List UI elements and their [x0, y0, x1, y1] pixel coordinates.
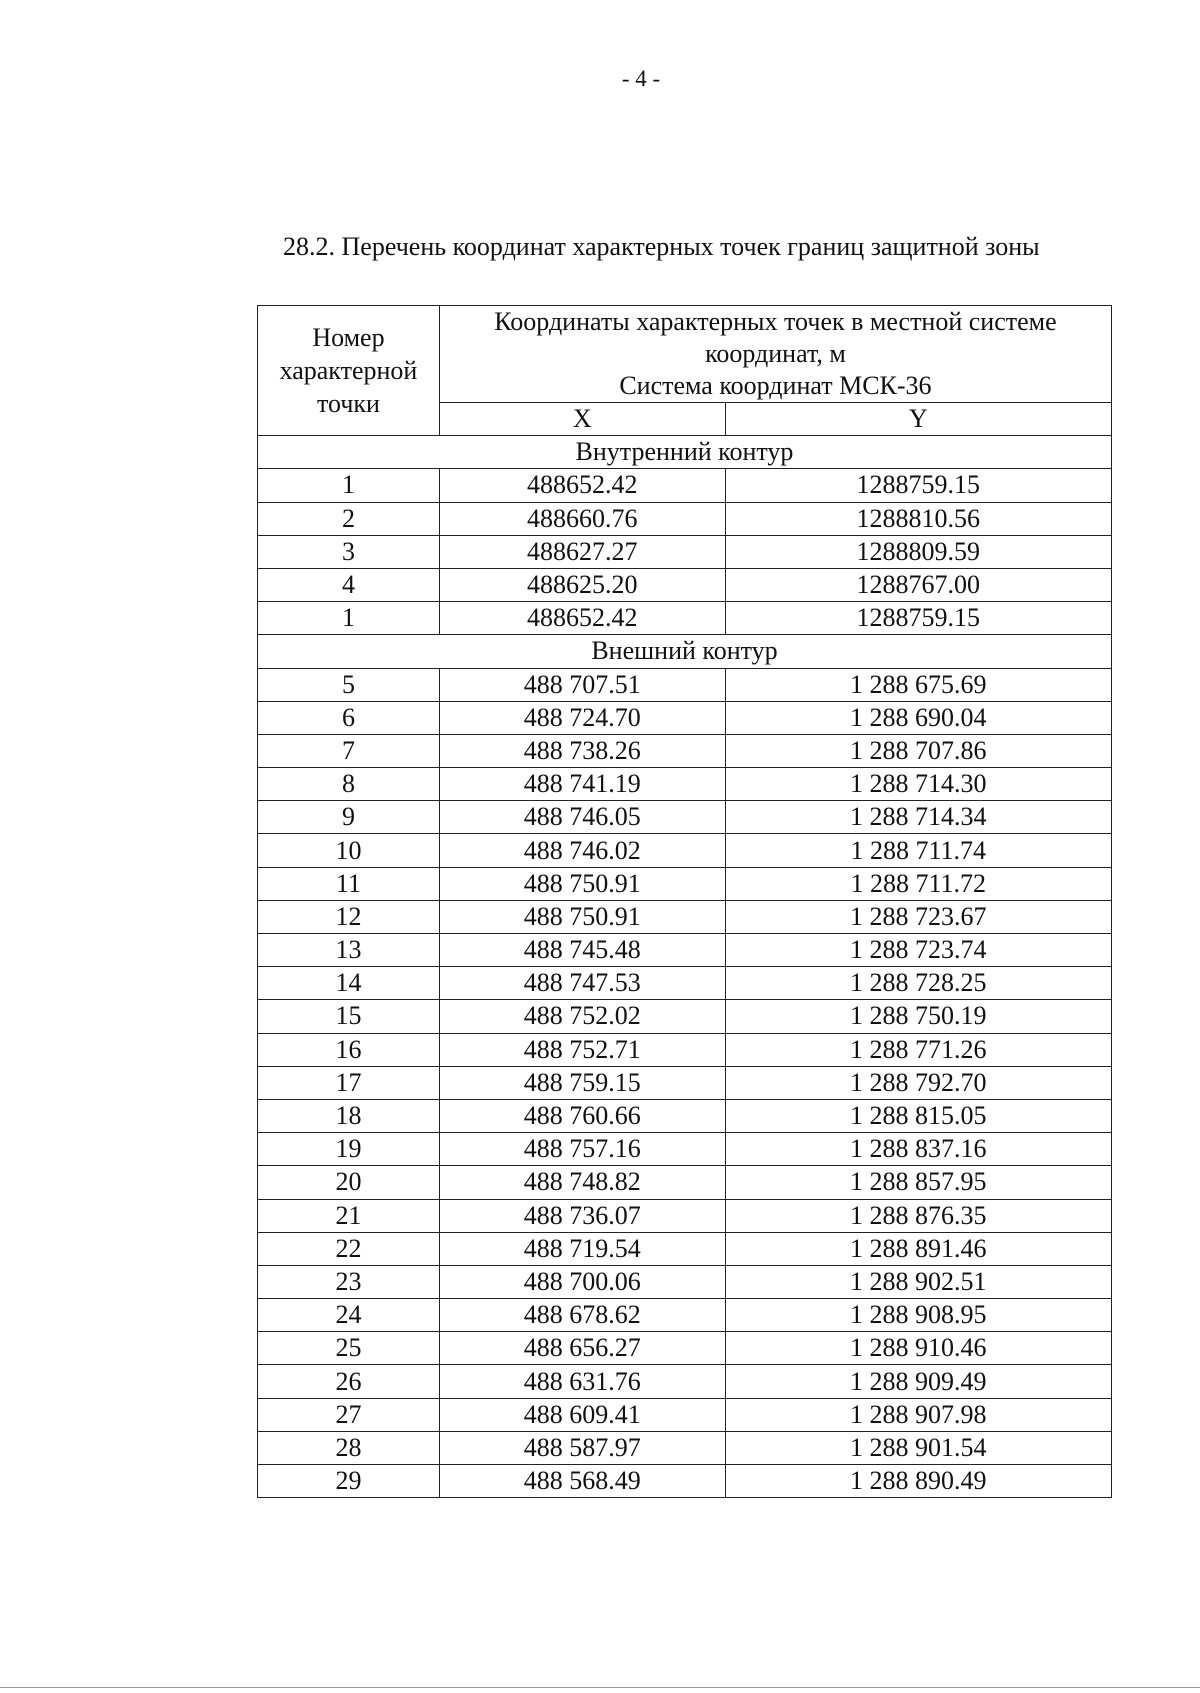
- y-coordinate-cell: 1 288 750.19: [725, 1000, 1111, 1033]
- y-coordinate-cell: 1 288 908.95: [725, 1299, 1111, 1332]
- point-number-cell: 14: [258, 967, 440, 1000]
- x-coordinate-cell: 488627.27: [439, 535, 725, 568]
- table-row: [258, 834, 1112, 867]
- table-row: [258, 1066, 1112, 1099]
- point-number-cell: 4: [258, 568, 440, 601]
- y-coordinate-cell: 1 288 723.67: [725, 900, 1111, 933]
- table-row: [258, 602, 1112, 635]
- table-row: [258, 1033, 1112, 1066]
- section-title: Внешний контур: [258, 635, 1112, 668]
- point-number-cell: 1: [258, 469, 440, 502]
- y-coordinate-cell: 1 288 714.34: [725, 801, 1111, 834]
- header-point-number-line: точки: [316, 389, 380, 419]
- y-coordinate-cell: 1288759.15: [725, 602, 1111, 635]
- point-number-cell: 21: [258, 1199, 440, 1232]
- header-point-number: [258, 306, 440, 436]
- x-coordinate-cell: 488 631.76: [439, 1365, 725, 1398]
- point-number-cell: 9: [258, 801, 440, 834]
- header-y: Y: [725, 403, 1111, 436]
- x-coordinate-cell: 488 568.49: [439, 1465, 725, 1498]
- table-row: [258, 1332, 1112, 1365]
- table-body: [258, 436, 1112, 1498]
- y-coordinate-cell: 1 288 792.70: [725, 1066, 1111, 1099]
- x-coordinate-cell: 488 724.70: [439, 701, 725, 734]
- point-number-cell: 15: [258, 1000, 440, 1033]
- section-row: [258, 635, 1112, 668]
- table-row: [258, 1398, 1112, 1431]
- header-x: X: [439, 403, 725, 436]
- point-number-cell: 1: [258, 602, 440, 635]
- y-coordinate-cell: 1 288 690.04: [725, 701, 1111, 734]
- x-coordinate-cell: 488 752.71: [439, 1033, 725, 1066]
- x-coordinate-cell: 488 760.66: [439, 1099, 725, 1132]
- point-number-cell: 6: [258, 701, 440, 734]
- table-row: [258, 1265, 1112, 1298]
- table-row: [258, 1166, 1112, 1199]
- y-coordinate-cell: 1 288 890.49: [725, 1465, 1111, 1498]
- x-coordinate-cell: 488652.42: [439, 602, 725, 635]
- point-number-cell: 12: [258, 900, 440, 933]
- header-coordinates-line: Координаты характерных точек в местной системе: [494, 307, 1057, 336]
- point-number-cell: 5: [258, 668, 440, 701]
- point-number-cell: 17: [258, 1066, 440, 1099]
- table-row: [258, 801, 1112, 834]
- y-coordinate-cell: 1 288 902.51: [725, 1265, 1111, 1298]
- x-coordinate-cell: 488 757.16: [439, 1133, 725, 1166]
- point-number-cell: 22: [258, 1232, 440, 1265]
- point-number-cell: 28: [258, 1431, 440, 1464]
- x-coordinate-cell: 488 748.82: [439, 1166, 725, 1199]
- x-coordinate-cell: 488 745.48: [439, 934, 725, 967]
- y-coordinate-cell: 1288809.59: [725, 535, 1111, 568]
- coordinates-table: [257, 305, 1112, 1498]
- x-coordinate-cell: 488 741.19: [439, 768, 725, 801]
- table-row: [258, 568, 1112, 601]
- y-coordinate-cell: 1 288 891.46: [725, 1232, 1111, 1265]
- x-coordinate-cell: 488 738.26: [439, 734, 725, 767]
- y-coordinate-cell: 1 288 728.25: [725, 967, 1111, 1000]
- y-coordinate-cell: 1 288 711.74: [725, 834, 1111, 867]
- section-row: [258, 436, 1112, 469]
- y-coordinate-cell: 1288810.56: [725, 502, 1111, 535]
- table-row: [258, 1299, 1112, 1332]
- y-coordinate-cell: 1 288 675.69: [725, 668, 1111, 701]
- table-row: [258, 867, 1112, 900]
- y-coordinate-cell: 1 288 711.72: [725, 867, 1111, 900]
- document-title: 28.2. Перечень координат характерных точек границ защитной зоны: [283, 232, 1040, 261]
- y-coordinate-cell: 1 288 815.05: [725, 1099, 1111, 1132]
- point-number-cell: 29: [258, 1465, 440, 1498]
- point-number-cell: 19: [258, 1133, 440, 1166]
- y-coordinate-cell: 1 288 714.30: [725, 768, 1111, 801]
- table-row: [258, 900, 1112, 933]
- x-coordinate-cell: 488 707.51: [439, 668, 725, 701]
- x-coordinate-cell: 488 746.02: [439, 834, 725, 867]
- x-coordinate-cell: 488625.20: [439, 568, 725, 601]
- y-coordinate-cell: 1 288 837.16: [725, 1133, 1111, 1166]
- y-coordinate-cell: 1288759.15: [725, 469, 1111, 502]
- page-number: - 4 -: [621, 66, 661, 91]
- point-number-cell: 10: [258, 834, 440, 867]
- table-row: [258, 768, 1112, 801]
- x-coordinate-cell: 488 736.07: [439, 1199, 725, 1232]
- table-row: [258, 1199, 1112, 1232]
- point-number-cell: 26: [258, 1365, 440, 1398]
- table-row: [258, 1465, 1112, 1498]
- header-coordinates: [439, 306, 1111, 403]
- x-coordinate-cell: 488 609.41: [439, 1398, 725, 1431]
- table-row: [258, 502, 1112, 535]
- x-coordinate-cell: 488 746.05: [439, 801, 725, 834]
- table-row: [258, 1000, 1112, 1033]
- point-number-cell: 11: [258, 867, 440, 900]
- table-row: [258, 535, 1112, 568]
- y-coordinate-cell: 1 288 909.49: [725, 1365, 1111, 1398]
- page-bottom-rule: [0, 1687, 1200, 1688]
- x-coordinate-cell: 488 750.91: [439, 867, 725, 900]
- y-coordinate-cell: 1 288 901.54: [725, 1431, 1111, 1464]
- table-row: [258, 934, 1112, 967]
- point-number-cell: 13: [258, 934, 440, 967]
- header-point-number-line: характерной: [279, 356, 418, 386]
- table-row: [258, 1133, 1112, 1166]
- point-number-cell: 8: [258, 768, 440, 801]
- table-header: [258, 306, 1112, 436]
- table-row: [258, 1232, 1112, 1265]
- point-number-cell: 18: [258, 1099, 440, 1132]
- y-coordinate-cell: 1 288 910.46: [725, 1332, 1111, 1365]
- point-number-cell: 24: [258, 1299, 440, 1332]
- point-number-cell: 23: [258, 1265, 440, 1298]
- table-row: [258, 469, 1112, 502]
- x-coordinate-cell: 488 759.15: [439, 1066, 725, 1099]
- x-coordinate-cell: 488 747.53: [439, 967, 725, 1000]
- point-number-cell: 20: [258, 1166, 440, 1199]
- x-coordinate-cell: 488 750.91: [439, 900, 725, 933]
- y-coordinate-cell: 1 288 707.86: [725, 734, 1111, 767]
- table-row: [258, 1099, 1112, 1132]
- header-coordinates-line: координат, м: [705, 339, 846, 368]
- table-row: [258, 967, 1112, 1000]
- x-coordinate-cell: 488660.76: [439, 502, 725, 535]
- table-row: [258, 734, 1112, 767]
- table-row: [258, 1431, 1112, 1464]
- point-number-cell: 16: [258, 1033, 440, 1066]
- point-number-cell: 7: [258, 734, 440, 767]
- x-coordinate-cell: 488 678.62: [439, 1299, 725, 1332]
- x-coordinate-cell: 488652.42: [439, 469, 725, 502]
- y-coordinate-cell: 1 288 857.95: [725, 1166, 1111, 1199]
- point-number-cell: 2: [258, 502, 440, 535]
- x-coordinate-cell: 488 752.02: [439, 1000, 725, 1033]
- x-coordinate-cell: 488 587.97: [439, 1431, 725, 1464]
- header-point-number-line: Номер: [312, 323, 385, 353]
- y-coordinate-cell: 1 288 907.98: [725, 1398, 1111, 1431]
- x-coordinate-cell: 488 656.27: [439, 1332, 725, 1365]
- y-coordinate-cell: 1 288 723.74: [725, 934, 1111, 967]
- x-coordinate-cell: 488 719.54: [439, 1232, 725, 1265]
- table-row: [258, 668, 1112, 701]
- header-coordinates-line: Система координат МСК-36: [619, 371, 932, 400]
- y-coordinate-cell: 1288767.00: [725, 568, 1111, 601]
- point-number-cell: 27: [258, 1398, 440, 1431]
- section-title: Внутренний контур: [258, 436, 1112, 469]
- table-row: [258, 701, 1112, 734]
- table-row: [258, 1365, 1112, 1398]
- y-coordinate-cell: 1 288 771.26: [725, 1033, 1111, 1066]
- y-coordinate-cell: 1 288 876.35: [725, 1199, 1111, 1232]
- x-coordinate-cell: 488 700.06: [439, 1265, 725, 1298]
- point-number-cell: 25: [258, 1332, 440, 1365]
- point-number-cell: 3: [258, 535, 440, 568]
